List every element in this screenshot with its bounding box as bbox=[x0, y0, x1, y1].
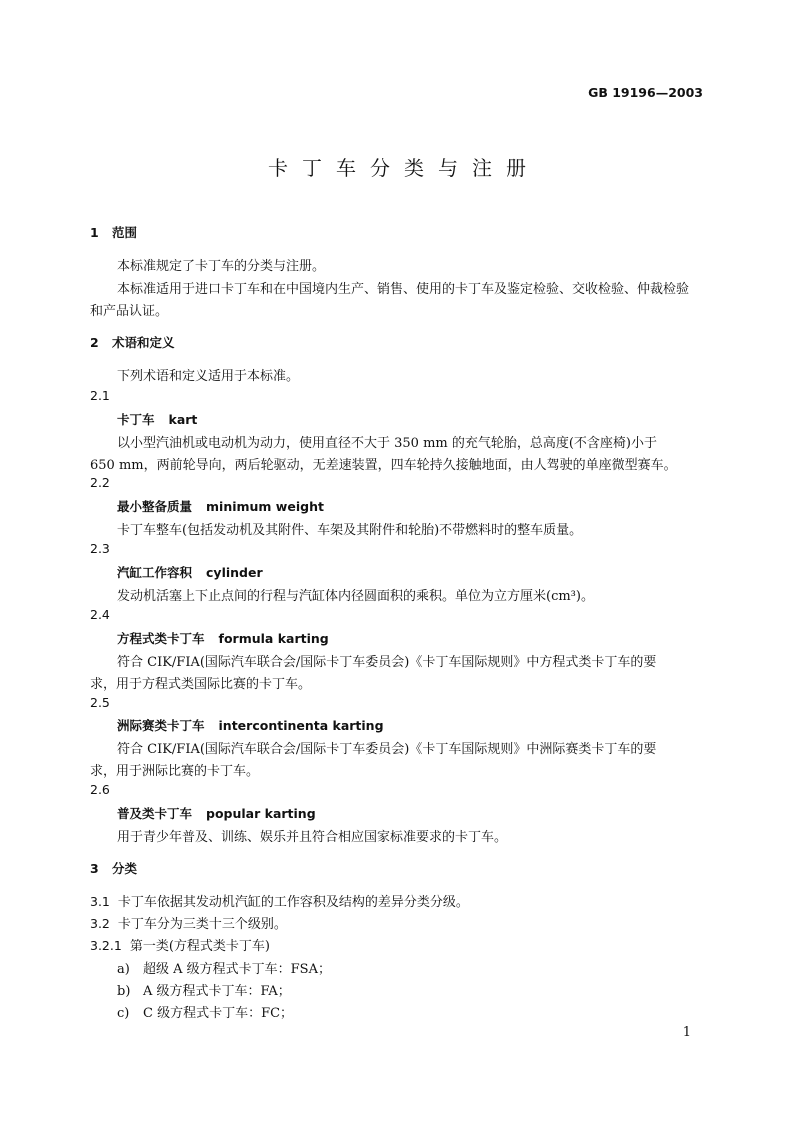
clause-number: 2.2 bbox=[90, 475, 110, 490]
paragraph: 本标准适用于进口卡丁车和在中国境内生产、销售、使用的卡丁车及鉴定检验、交收检验、仲裁检验 bbox=[117, 282, 690, 297]
paragraph-continuation: 和产品认证。 bbox=[90, 304, 169, 319]
list-item: c) C 级方程式卡丁车：FC； bbox=[117, 1006, 294, 1021]
term-definition: 符合 CIK/FIA(国际汽车联合会/国际卡丁车委员会)《卡丁车国际规则》中洲际赛类卡丁车的要 bbox=[117, 742, 657, 757]
term-heading: 卡丁车 kart bbox=[117, 412, 198, 427]
term-heading: 方程式类卡丁车 formula karting bbox=[117, 631, 329, 646]
section-heading-3: 3 分类 bbox=[90, 861, 138, 876]
term-definition-continuation: 求，用于方程式类国际比赛的卡丁车。 bbox=[90, 677, 312, 692]
clause-number: 2.1 bbox=[90, 388, 110, 403]
page-title: 卡丁车分类与注册 bbox=[268, 156, 540, 180]
term-heading: 洲际赛类卡丁车 intercontinenta karting bbox=[117, 718, 384, 733]
term-definition: 用于青少年普及、训练、娱乐并且符合相应国家标准要求的卡丁车。 bbox=[117, 830, 508, 845]
term-heading: 最小整备质量 minimum weight bbox=[117, 499, 324, 514]
term-definition: 符合 CIK/FIA(国际汽车联合会/国际卡丁车委员会)《卡丁车国际规则》中方程式类卡丁车的要 bbox=[117, 655, 657, 670]
standard-number: GB 19196—2003 bbox=[588, 85, 703, 100]
list-item: b) A 级方程式卡丁车：FA； bbox=[117, 984, 291, 999]
section-heading-2: 2 术语和定义 bbox=[90, 335, 175, 350]
term-definition-continuation: 650 mm，两前轮导向，两后轮驱动，无差速装置，四车轮持久接触地面，由人驾驶的单座微型赛车。 bbox=[90, 458, 677, 473]
clause: 3.1 卡丁车依据其发动机汽缸的工作容积及结构的差异分类分级。 bbox=[90, 894, 469, 910]
page-number: 1 bbox=[682, 1025, 691, 1040]
term-definition: 以小型汽油机或电动机为动力，使用直径不大于 350 mm 的充气轮胎，总高度(不含座椅)小于 bbox=[117, 436, 658, 451]
list-item: a) 超级 A 级方程式卡丁车：FSA； bbox=[117, 962, 331, 977]
term-definition: 卡丁车整车(包括发动机及其附件、车架及其附件和轮胎)不带燃料时的整车质量。 bbox=[117, 523, 583, 538]
clause: 3.2.1 第一类(方程式类卡丁车) bbox=[90, 938, 270, 954]
paragraph: 本标准规定了卡丁车的分类与注册。 bbox=[117, 259, 326, 274]
term-definition: 发动机活塞上下止点间的行程与汽缸体内径圆面积的乘积。单位为立方厘米(cm³)。 bbox=[117, 589, 594, 604]
term-heading: 普及类卡丁车 popular karting bbox=[117, 806, 316, 821]
section-heading-1: 1 范围 bbox=[90, 225, 138, 240]
clause-number: 2.4 bbox=[90, 607, 110, 622]
term-definition-continuation: 求，用于洲际比赛的卡丁车。 bbox=[90, 764, 260, 779]
paragraph: 下列术语和定义适用于本标准。 bbox=[117, 369, 300, 384]
clause: 3.2 卡丁车分为三类十三个级别。 bbox=[90, 916, 287, 932]
term-heading: 汽缸工作容积 cylinder bbox=[117, 565, 263, 580]
clause-number: 2.5 bbox=[90, 695, 110, 710]
clause-number: 2.3 bbox=[90, 541, 110, 556]
clause-number: 2.6 bbox=[90, 782, 110, 797]
